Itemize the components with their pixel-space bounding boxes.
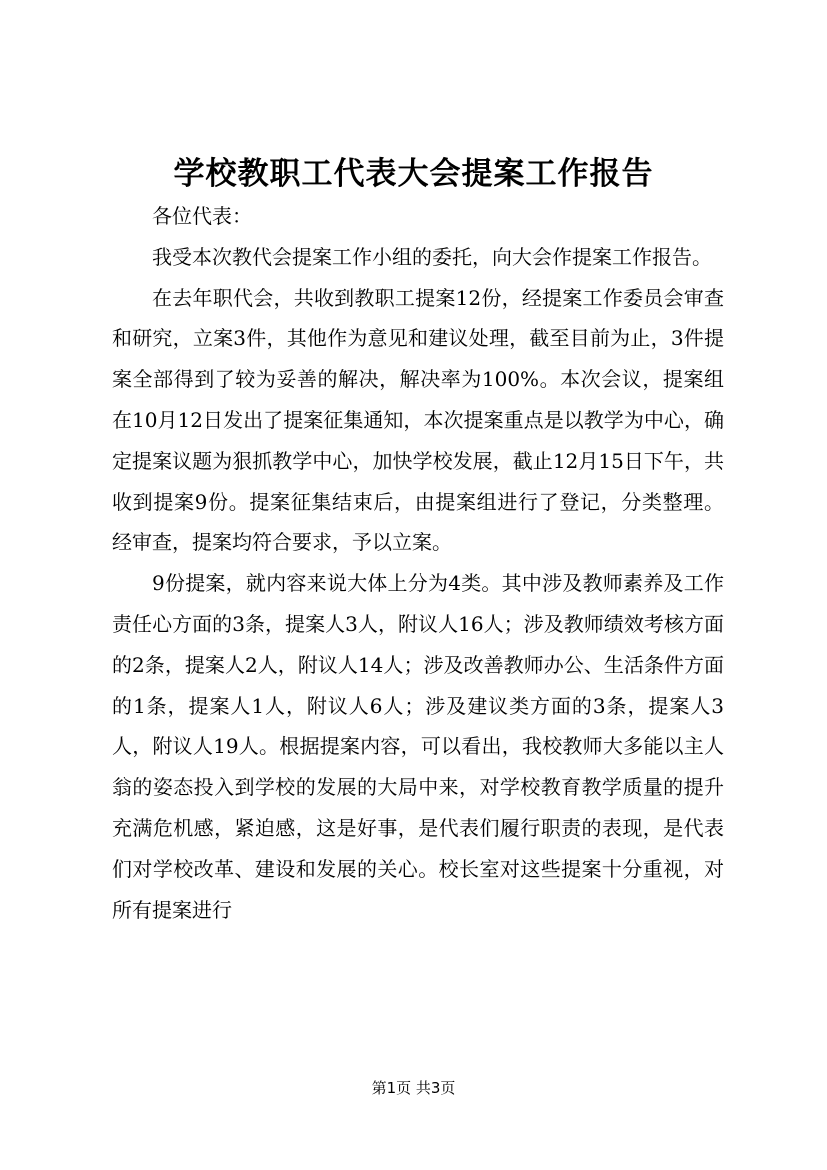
- paragraph-salutation: 各位代表：: [152, 204, 252, 228]
- document-body: [112, 196, 724, 930]
- paragraph-categories: 9份提案，就内容来说大体上分为4类。其中涉及教师素养及工作责任心方面的3条，提案人3人，附议人16人；涉及教师绩效考核方面的2条，提案人2人，附议人14人；涉及改善教师办公、生活条件方面的1条，提案人1人，附议人6人；涉及建议类方面的3条，提案人3人，附议人19人。根据提案内容，可以看出，我校教师大多能以主人翁的姿态投入到学校的发展的大局中来，对学校教育教学质量的提升充满危机感，紧迫感，这是好事，是代表们履行职责的表现，是代表们对学校改革、建设和发展的关心。校长室对这些提案十分重视，对所有提案进行: [112, 571, 724, 922]
- page-footer: 第1页 共3页: [371, 1079, 456, 1097]
- paragraph-last-year: 在去年职代会，共收到教职工提案12份，经提案工作委员会审查和研究，立案3件，其他作为意见和建议处理，截至目前为止，3件提案全部得到了较为妥善的解决，解决率为100%。本次会议，提案组在10月12日发出了提案征集通知，本次提案重点是以教学为中心，确定提案议题为狠抓教学中心，加快学校发展，截止12月15日下午，共收到提案9份。提案征集结束后，由提案组进行了登记，分类整理。经审查，提案均符合要求，予以立案。: [112, 285, 724, 555]
- document-title: 学校教职工代表大会提案工作报告: [173, 156, 654, 192]
- paragraph-intro: 我受本次教代会提案工作小组的委托，向大会作提案工作报告。: [152, 244, 712, 269]
